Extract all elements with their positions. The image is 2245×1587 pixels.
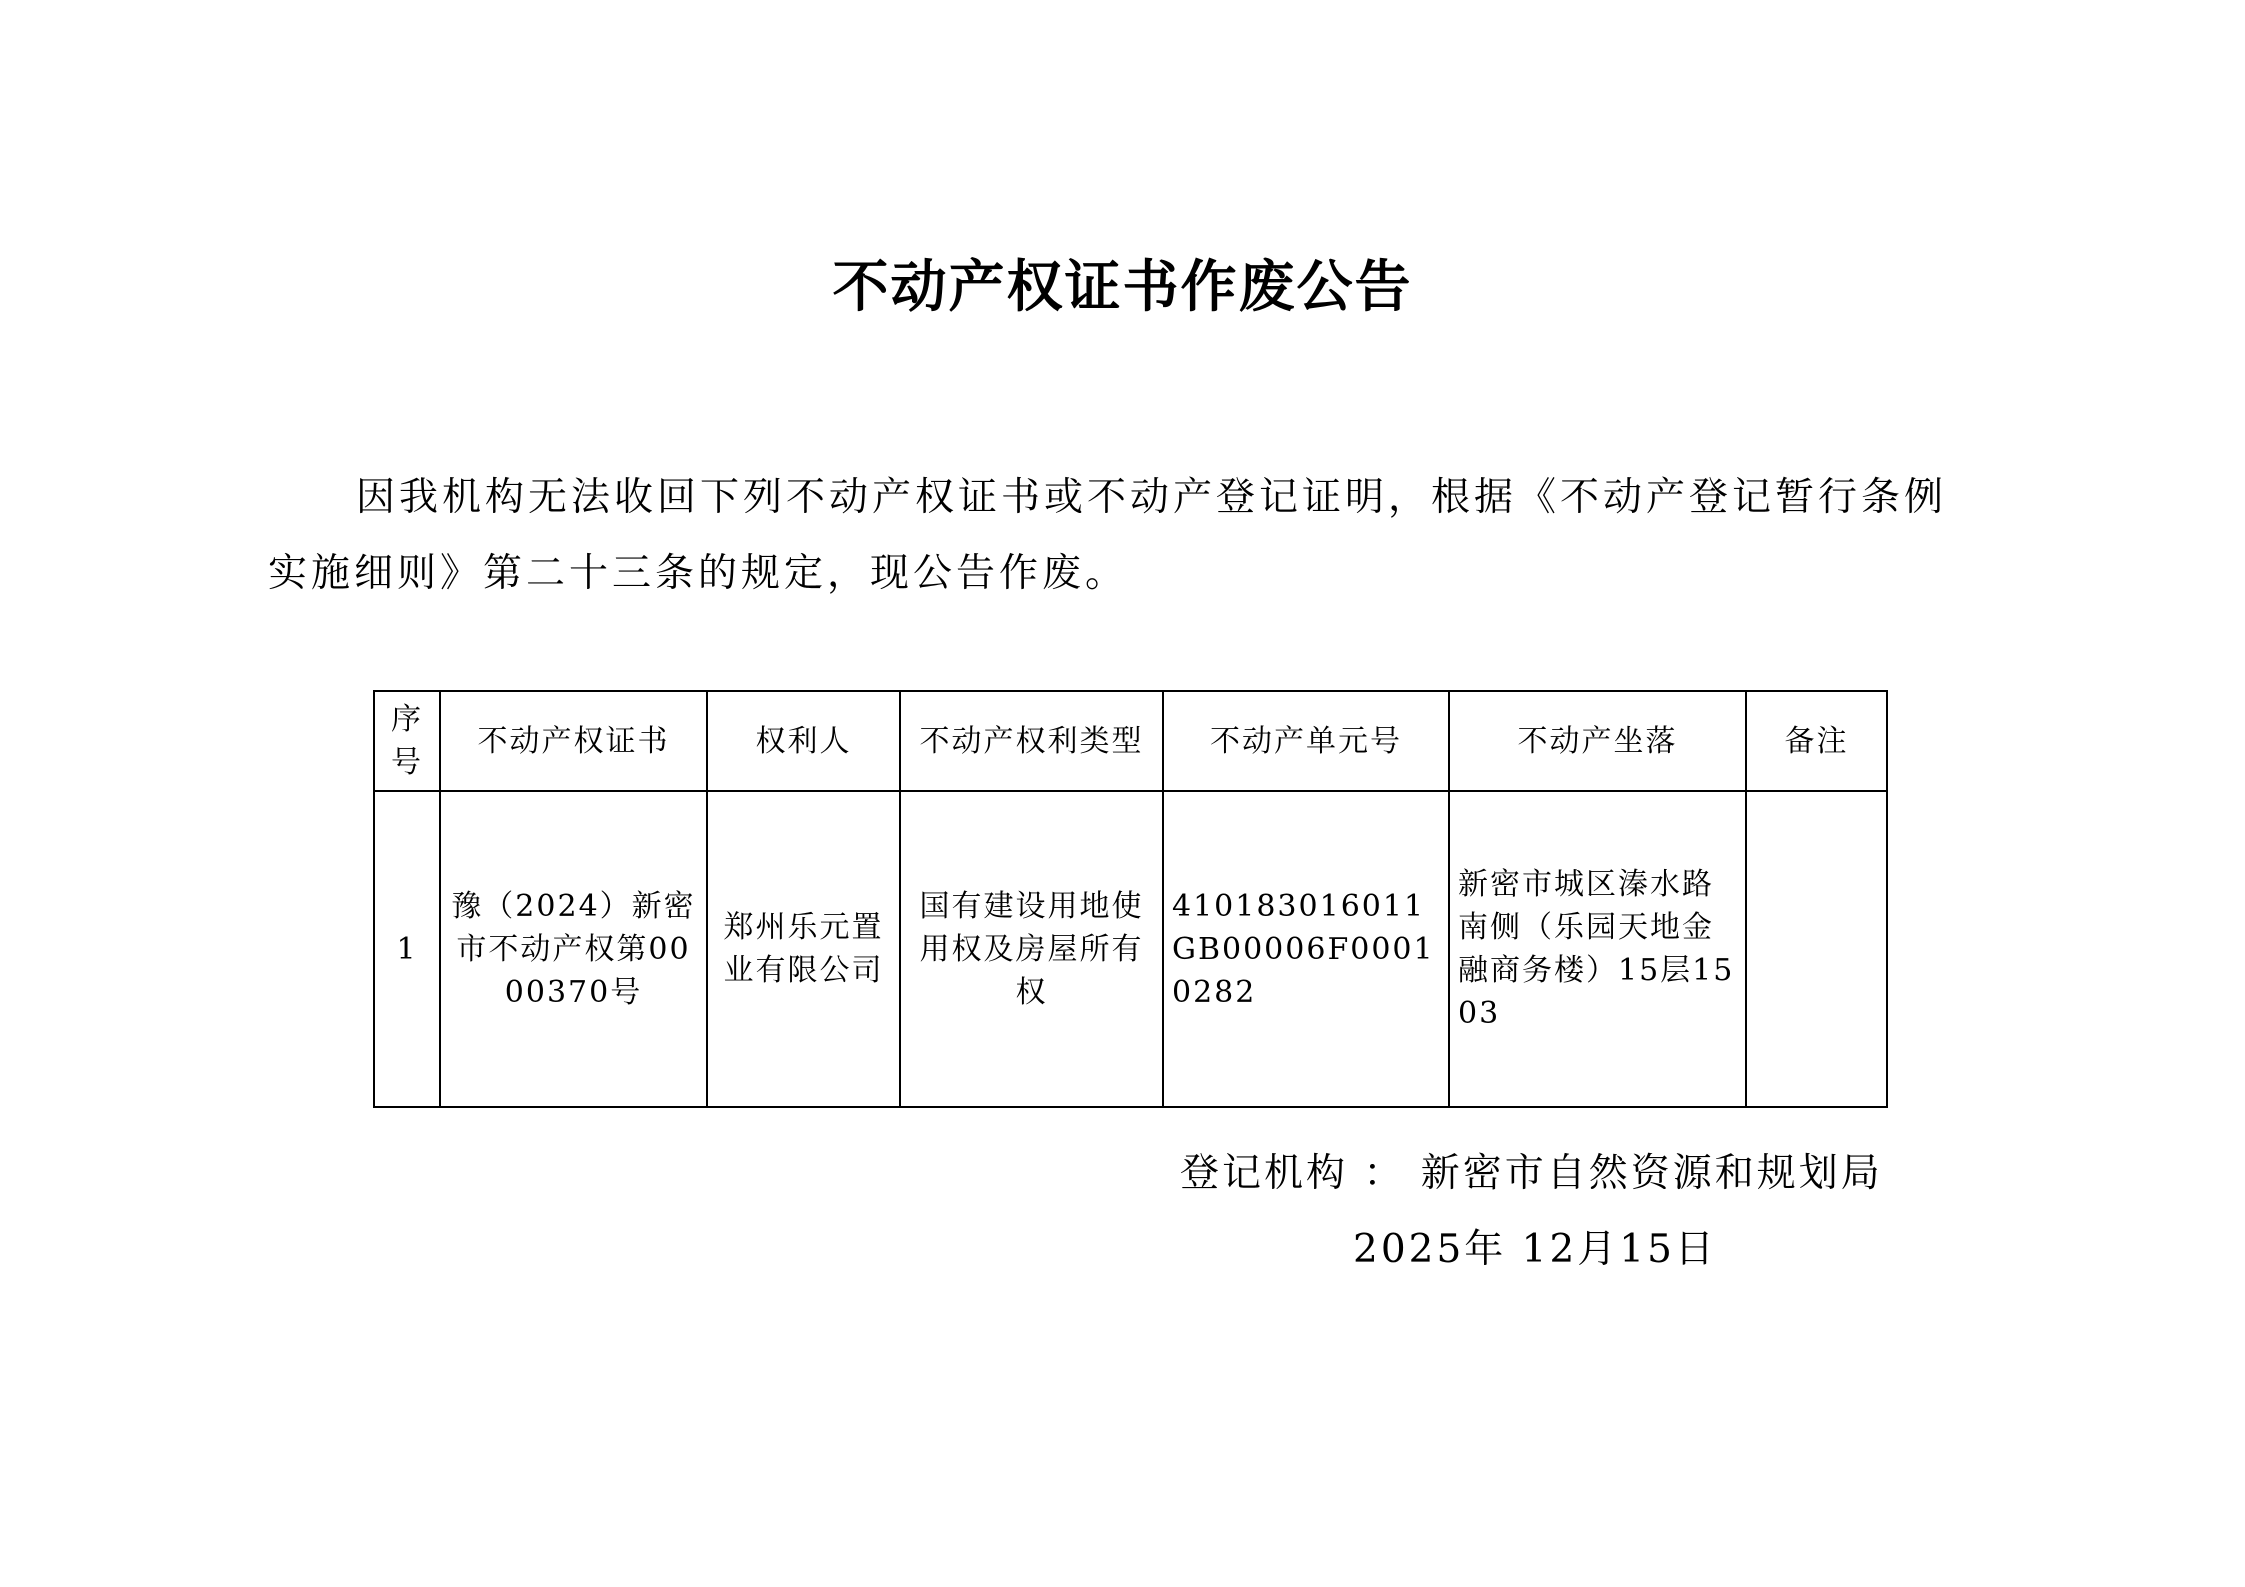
cell-unit-number: 410183016011GB00006F00010282	[1163, 791, 1449, 1107]
header-right-holder: 权利人	[707, 691, 900, 791]
header-certificate: 不动产权证书	[440, 691, 707, 791]
cell-remarks	[1746, 791, 1887, 1107]
cell-right-holder: 郑州乐元置业有限公司	[707, 791, 900, 1107]
header-location: 不动产坐落	[1449, 691, 1746, 791]
revoked-certificates-table	[373, 690, 1888, 1108]
table-row	[374, 791, 1887, 1107]
registration-authority: 登记机构 ： 新密市自然资源和规划局	[1180, 1151, 1883, 1196]
cell-certificate: 豫（2024）新密市不动产权第0000370号	[440, 791, 707, 1107]
header-unit-number: 不动产单元号	[1163, 691, 1449, 791]
notice-date: 2025年 12月15日	[1353, 1227, 1717, 1272]
header-right-type: 不动产权利类型	[900, 691, 1163, 791]
cell-location: 新密市城区溱水路南侧（乐园天地金融商务楼）15层1503	[1449, 791, 1746, 1107]
cell-serial-number: 1	[374, 791, 440, 1107]
document-title: 不动产权证书作废公告	[832, 254, 1413, 320]
cell-right-type: 国有建设用地使用权及房屋所有权	[900, 791, 1163, 1107]
header-remarks: 备注	[1746, 691, 1887, 791]
notice-paragraph: 因我机构无法收回下列不动产权证书或不动产登记证明，根据《不动产登记暂行条例实施细则》第二十三条的规定，现公告作废。	[268, 475, 1948, 596]
header-serial-number: 序号	[374, 691, 440, 791]
table-header-row	[374, 691, 1887, 791]
